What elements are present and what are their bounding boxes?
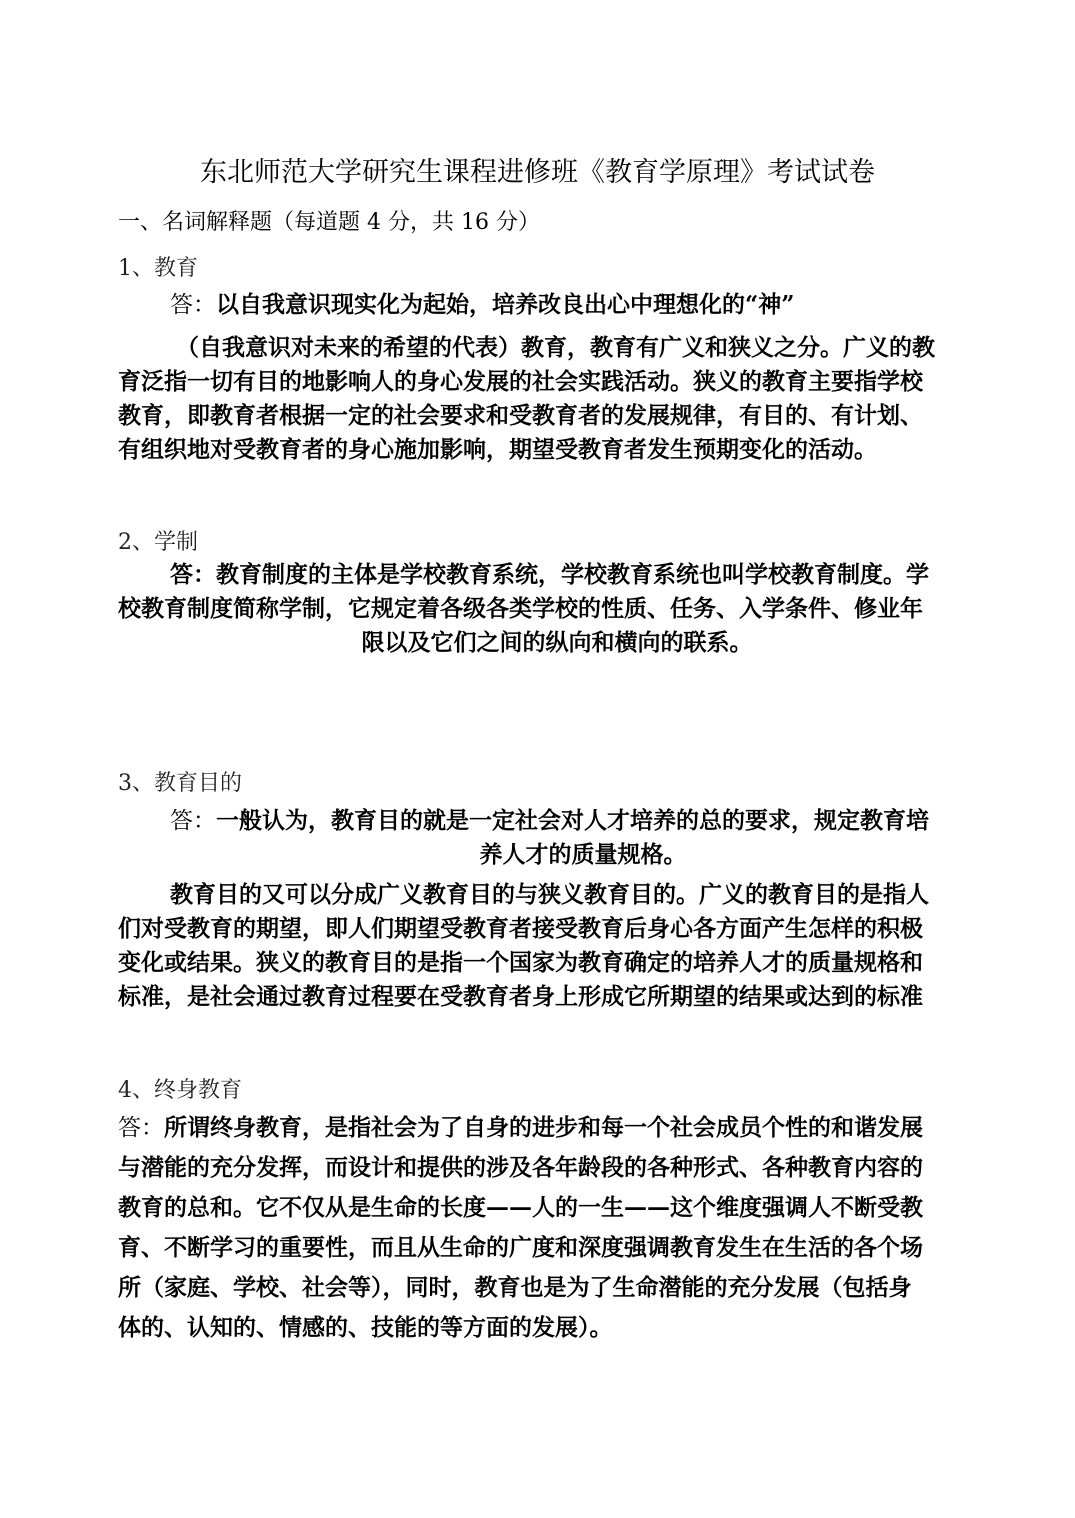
paragraph-line: 有组织地对受教育者的身心施加影响，期望受教育者发生预期变化的活动。 [118, 436, 877, 463]
paragraph-line: 体的、认知的、情感的、技能的等方面的发展）。 [118, 1314, 613, 1341]
question-3-paragraph [118, 878, 996, 1014]
paragraph-line: 教育目的又可以分成广义教育目的与狭义教育目的。广义的教育目的是指人 [170, 881, 929, 908]
question-1-heading: 1、教育 [118, 256, 198, 281]
paragraph-line: 限以及它们之间的纵向和横向的联系。 [361, 629, 753, 656]
paragraph-line: 育泛指一切有目的地影响人的身心发展的社会实践活动。狭义的教育主要指学校 [118, 368, 923, 395]
paragraph-line: 校教育制度简称学制，它规定着各级各类学校的性质、任务、入学条件、修业年 [118, 595, 923, 622]
paragraph-line: 答：教育制度的主体是学校教育系统，学校教育系统也叫学校教育制度。学 [170, 561, 929, 588]
question-4-heading: 4、终身教育 [118, 1078, 242, 1103]
question-1-answer-first-line [170, 286, 794, 319]
paragraph-line: （自我意识对未来的希望的代表）教育，教育有广义和狭义之分。广义的教 [176, 334, 935, 361]
paragraph-line: 们对受教育的期望，即人们期望受教育者接受教育后身心各方面产生怎样的积极 [118, 915, 923, 942]
answer-text: 所谓终身教育，是指社会为了自身的进步和每一个社会成员个性的和谐发展 [164, 1114, 923, 1141]
paragraph-line: 与潜能的充分发挥，而设计和提供的涉及各年龄段的各种形式、各种教育内容的 [118, 1154, 923, 1181]
answer-label: 答： [118, 1115, 164, 1141]
question-2-answer [118, 558, 996, 660]
answer-text: 一般认为，教育目的就是一定社会对人才培养的总的要求，规定教育培 [216, 807, 929, 834]
paragraph-line: 所（家庭、学校、社会等），同时，教育也是为了生命潜能的充分发展（包括身 [118, 1274, 912, 1301]
answer-label: 答： [170, 292, 216, 318]
question-1-paragraph [118, 331, 996, 467]
section-heading: 一、名词解释题（每道题 4 分，共 16 分） [118, 210, 540, 235]
page-title: 东北师范大学研究生课程进修班《教育学原理》考试试卷 [200, 157, 875, 188]
question-4-paragraph [118, 1108, 996, 1348]
question-2-heading: 2、学制 [118, 530, 198, 555]
paragraph-line: 育、不断学习的重要性，而且从生命的广度和深度强调教育发生在生活的各个场 [118, 1234, 923, 1261]
paragraph-line: 标准，是社会通过教育过程要在受教育者身上形成它所期望的结果或达到的标准 [118, 983, 923, 1010]
question-3-answer-first-line [170, 802, 929, 835]
answer-label: 答： [170, 808, 216, 834]
paragraph-line [118, 1108, 996, 1148]
paragraph-line: 教育，即教育者根据一定的社会要求和受教育者的发展规律，有目的、有计划、 [118, 402, 923, 429]
paragraph-line: 变化或结果。狭义的教育目的是指一个国家为教育确定的培养人才的质量规格和 [118, 949, 923, 976]
answer-text: 以自我意识现实化为起始，培养改良出心中理想化的“神” [216, 291, 795, 318]
paragraph-line: 教育的总和。它不仅从是生命的长度——人的一生——这个维度强调人不断受教 [118, 1194, 923, 1221]
question-3-answer-second-line: 养人才的质量规格。 [479, 841, 687, 868]
question-3-heading: 3、教育目的 [118, 771, 242, 796]
